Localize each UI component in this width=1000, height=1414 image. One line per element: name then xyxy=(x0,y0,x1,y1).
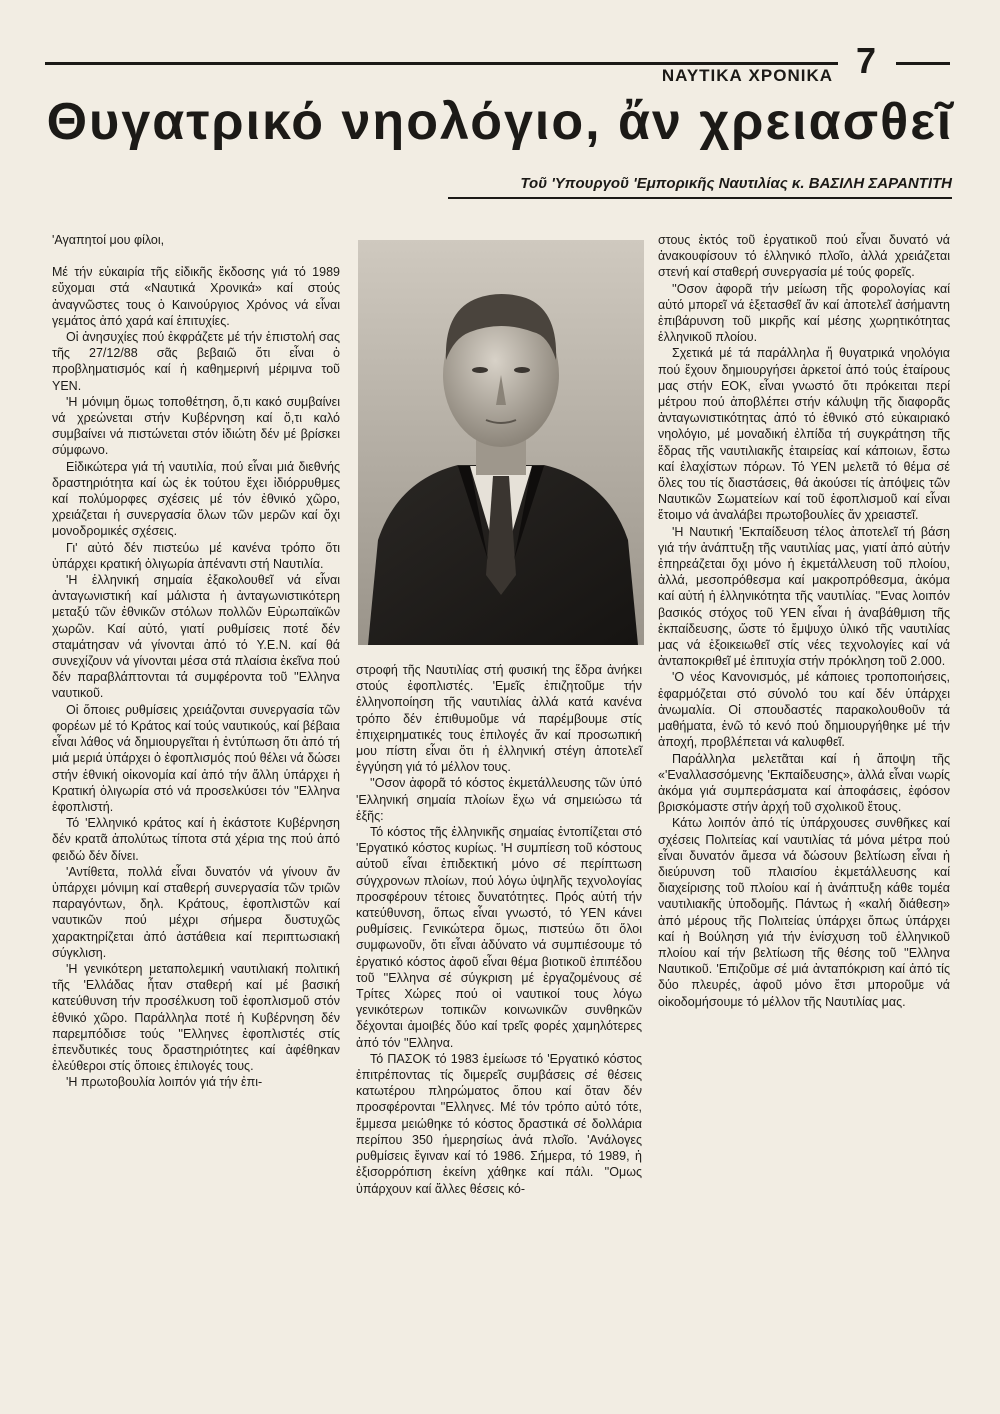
article-column-2 xyxy=(356,662,642,1197)
paragraph: στροφή τῆς Ναυτιλίας στή φυσική της ἕδρα ἀνήκει στούς ἐφοπλιστές. 'Εμεῖς ἐπιζητοῦμε τήν ἑλληνοποίηση τῆς ναυτιλίας ἀλλά κατά κανένα τρόπο δέν ἐπιθυμοῦμε νά παρέμβουμε στίς ἐπιχειρηματικές τους ἐπιλογές ἄν καί προσωπική μου πίστη εἶναι ὅτι ἡ ἑλληνική στέγη ἀποτελεῖ ἐγγύηση γιά τό μέλλον τους. xyxy=(356,663,642,775)
paragraph: Κάτω λοιπόν ἀπό τίς ὑπάρχουσες συνθῆκες καί σχέσεις Πολιτείας καί ναυτιλίας τά μόνα μέτρα πού εἶναι δυνατόν ἄμεσα νά δώσουν βελτίωση εἶναι ἡ διεύρυνση τοῦ πλαισίου ἐκμετάλλευσης καί διαχείρισης τοῦ πλοίου καί ἡ ἀνάπτυξη κάθε τομέα ναυτιλιακῆς ὑποδομῆς. Πάντως ἡ «καλή διάθεση» ἀπό μέρους τῆς Πολιτείας ὑπάρχει ὅπως ὑπάρχει καί ἡ Βούληση γιά τήν ἐνίσχυση τοῦ ἑλληνικοῦ πλοίου καί τήν βελτίωση τῆς θέσης τοῦ ''Ελληνα Ναυτικοῦ. 'Επιζοῦμε σέ μιά ἀνταπόκριση καί ἀπό τίς δύο πλευρές, ἀφοῦ μόνο ἔτσι μποροῦμε νά οἰκοδομήσουμε τό μέλλον τῆς Ναυτιλίας μας. xyxy=(658,816,950,1009)
header-rule-right xyxy=(896,62,950,65)
paragraph: Γι' αὐτό δέν πιστεύω μέ κανένα τρόπο ὅτι ὑπάρχει κρατική ὀλιγωρία ἀπέναντι στή Ναυτιλία. xyxy=(52,540,340,571)
paragraph: ''Οσον ἀφορᾶ τό κόστος ἐκμετάλλευσης τῶν ὑπό 'Ελληνική σημαία πλοίων ἔχω νά σημειώσω τά ἑξῆς: xyxy=(356,776,642,823)
article-title: Θυγατρικό νηολόγιο, ἄν χρειασθεῖ xyxy=(46,93,954,151)
paragraph: 'Αντίθετα, πολλά εἶναι δυνατόν νά γίνουν ἄν ὑπάρχει μόνιμη καί σταθερή συνεργασία τῶν τριῶν παραγόντων, δηλ. Κράτους, ἐφοπλιστῶν καί ναυτικῶν πού μέχρι σήμερα δυστυχῶς χαρακτηρίζεται ἀπό ἀστάθεια καί περιπτωσιακή σύγκλιση. xyxy=(52,864,340,960)
article-column-3 xyxy=(658,232,950,1010)
header-rule xyxy=(45,62,838,65)
paragraph: Σχετικά μέ τά παράλληλα ἤ θυγατρικά νηολόγια πού ἔχουν δημιουργήσει ἀρκετοί ἀπό τούς ἑταίρους μας στήν ΕΟΚ, εἶναι γνωστό ὅτι πρόκειται περί μέτρου πού ἀποβλέπει στήν κάλυψη τῆς διαφορᾶς ἀνταγωνιστικότητας ἀπό τό ἐθνικό στό εὐκαιριακό νηολόγιο, μέ μοναδική ἐλπίδα τή συγκράτηση τῆς ἕδρας τῆς ναυτιλιακῆς ἑταιρείας καί κάποιων, ἔστω καί ἐλαχίστων πόρων. Τό ΥΕΝ μελετᾶ τό θέμα σέ ὅλες του τίς διαστάσεις, θά ἀκούσει τίς ἀπόψεις τῶν Ναυτικῶν Σωματείων καί τοῦ ἐφοπλισμοῦ καί εἶναι ἕτοιμο νά ἀναλάβει πρωτοβουλίες ἄν χρειαστεῖ. xyxy=(658,346,950,523)
article-byline: Τοῦ 'Υπουργοῦ 'Εμπορικῆς Ναυτιλίας κ. ΒΑΣΙΛΗ ΣΑΡΑΝΤΙΤΗ xyxy=(520,175,952,192)
greeting: 'Αγαπητοί μου φίλοι, xyxy=(52,233,165,247)
publication-name: ΝΑΥΤΙΚΑ ΧΡΟΝΙΚΑ xyxy=(661,66,833,85)
page-number: 7 xyxy=(856,40,877,81)
byline-rule xyxy=(448,197,952,199)
portrait-photo-drawing xyxy=(358,240,644,645)
paragraph: 'Η ἑλληνική σημαία ἐξακολουθεῖ νά εἶναι ἀνταγωνιστική καί μάλιστα ἡ ἀνταγωνιστικότερη μεταξύ τῶν ἐθνικῶν στόλων πολλῶν Εὐρωπαϊκῶν χωρῶν. Καί αὐτό, γιατί ρυθμίσεις ποτέ δέν σταμάτησαν νά γίνονται ἀπό τό Υ.Ε.Ν. καί θά συνεχίζουν νά γίνονται μέσα στά πλαίσια ἐκεῖνα πού δέν παραβλάπτονται τά συμφέροντα τοῦ ''Ελληνα ναυτικοῦ. xyxy=(52,573,340,701)
paragraph: Μέ τήν εὐκαιρία τῆς εἰδικῆς ἔκδοσης γιά τό 1989 εὔχομαι στά «Ναυτικά Χρονικά» καί στούς ἀναγνῶστες τους ὁ Καινούργιος Χρόνος νά εἶναι γεμάτος ἀπό χαρά καί ἐπιτυχίες. xyxy=(52,265,340,328)
article-column-1 xyxy=(52,232,340,1091)
paragraph: Εἰδικώτερα γιά τή ναυτιλία, πού εἶναι μιά διεθνής δραστηριότητα καί ὡς ἐκ τούτου ἔχει ἰδιόρρυθμες καί πολύμορφες σχέσεις μέ τόν ἐθνικό χῶρο, χρειάζεται ἡ συνεργασία ὅλων τῶν μερῶν καί ὄχι μονοδρομικές σχέσεις. xyxy=(52,459,340,539)
paragraph: ''Οσον ἀφορᾶ τήν μείωση τῆς φορολογίας καί αὐτό μπορεῖ νά ἐξετασθεῖ ἄν καί ἀποτελεῖ ἀσήμαντη ἐπιβάρυνση τοῦ μικρῆς καί μέσης χωρητικότητας ἑλληνικοῦ πλοίου. xyxy=(658,281,950,345)
paragraph: 'Η Ναυτική 'Εκπαίδευση τέλος ἀποτελεῖ τή βάση γιά τήν ἀνάπτυξη τῆς ναυτιλίας μας, γιατί ἀπό αὐτήν ἐπηρεάζεται ὄχι μόνο ἡ ἐκμετάλλευση τοῦ πλοίου, ἀλλά, μεσοπρόθεσμα καί μακροπρόθεσμα, ἀκόμα καί αὐτή ἡ ἑλληνικότητα τῆς ναυτιλίας. ''Ενας λοιπόν βασικός στόχος τοῦ ΥΕΝ εἶναι ἡ ἀναβάθμιση τῆς ἐκπαίδευσης, ὥστε τό ἔμψυχο ὑλικό τῆς ναυτιλίας μας νά ἐξοικειωθεῖ στίς νέες τεχνολογίες καί νά ἀνταποκριθεῖ μέ ἐπιτυχία στήν πρόκληση τοῦ 2.000. xyxy=(658,524,950,669)
portrait-photo xyxy=(358,240,644,645)
paragraph: Οἱ ὅποιες ρυθμίσεις χρειάζονται συνεργασία τῶν φορέων μέ τό Κράτος καί τούς ναυτικούς, καί βέβαια εἶναι λάθος νά δημιουργεῖται ἡ ἐντύπωση ὅτι ἀπό τή μιά μεριά ὑπάρχει ὁ ἐφοπλισμός πού θέλει νά δώσει στήν ἐθνική οἰκονομία καί ἀπό τήν ἄλλη ὑπάρχει ἡ Κρατική ὀλιγωρία στό νά προσελκύσει τόν ''Ελληνα ἐφοπλιστή. xyxy=(52,702,340,814)
paragraph: Τό κόστος τῆς ἑλληνικῆς σημαίας ἐντοπίζεται στό 'Εργατικό κόστος κυρίως. 'Η συμπίεση τοῦ κόστους αὐτοῦ εἶναι ἐπιδεκτική μόνο σέ περίπτωση σύγχρονων πλοίων, πού λόγω ὑψηλῆς τεχνολογίας προσφέρουν τέτοιες δυνατότητες. Πρός αὐτή τήν κατεύθυνση, ὅπως εἶναι γνωστό, τό ΥΕΝ κάνει ρυθμίσεις. Γενικώτερα ὅμως, πιστεύω ὅτι ὅλοι συμφωνοῦν, ὅτι εἶναι ἀδύνατο νά συμπιέσουμε τό ἐργατικό κόστος ἀφοῦ εἶναι θέμα βιοτικοῦ ἐπιπέδου τοῦ ''Ελληνα σέ σύγκριση μέ ἐργαζομένους σέ Τρίτες Χώρες πού οἱ ναυτικοί τους λόγω γενικότερων τοπικῶν κοινωνικῶν συνθηκῶν δέχονται ἀμοιβές δύο καί τρεῖς φορές χαμηλότερες ἀπό τόν ''Ελληνα. xyxy=(356,825,642,1050)
paragraph: Παράλληλα μελετᾶται καί ἡ ἄποψη τῆς «'Εναλλασσόμενης 'Εκπαίδευσης», ἀλλά εἶναι νωρίς ἀκόμα γιά συμπεράσματα καί ἀποφάσεις, ἐφόσον βρισκόμαστε στήν ἀρχή τοῦ σχολικοῦ ἔτους. xyxy=(658,751,950,815)
paragraph: Οἱ ἀνησυχίες πού ἐκφράζετε μέ τήν ἐπιστολή σας τῆς 27/12/88 σᾶς βεβαιῶ ὅτι εἶναι ὁ προβληματισμός καί ἡ καθημερινή μέριμνα τοῦ ΥΕΝ. xyxy=(52,330,340,393)
paragraph: Τό 'Ελληνικό κράτος καί ἡ ἑκάστοτε Κυβέρνηση δέν κρατᾶ ἀπολύτως τίποτα στά χέρια της πού ἀπό φειδώ δέν δίνει. xyxy=(52,816,340,863)
paragraph: 'Η μόνιμη ὅμως τοποθέτηση, ὅ,τι κακό συμβαίνει νά χρεώνεται στήν Κυβέρνηση καί ὅ,τι καλό συμβαίνει νά πιστώνεται στόν ἰδιώτη δέν μέ βρίσκει σύμφωνο. xyxy=(52,394,340,458)
paragraph: Τό ΠΑΣΟΚ τό 1983 ἐμείωσε τό 'Εργατικό κόστος ἐπιτρέποντας τίς διμερεῖς συμβάσεις σέ θέσεις κατωτέρου πληρώματος ὅπου καί ὅταν δέν προσφέρονται ''Ελληνες. Μέ τόν τρόπο αὐτό τότε, ἔμμεσα μειώθηκε τό κόστος δραστικά σέ δολλάρια περίπου 350 ἡμερησίως ἀνά πλοῖο. 'Ανάλογες ρυθμίσεις ἔγιναν καί τό 1986. Σήμερα, τό 1989, ἡ ἐξισορρόπιση ἐκείνη χάθηκε καί πάλι. ''Ομως ὑπάρχουν καί ἄλλες θέσεις κό- xyxy=(356,1051,642,1196)
paragraph: 'Ο νέος Κανονισμός, μέ κάποιες τροποποιήσεις, ἐφαρμόζεται στό σύνολό του καί δέν ὑπάρχει ἀνωμαλία. Οἱ σπουδαστές παρακολουθοῦν τά μαθήματα, ἐνῶ τό κενό πού δημιουργήθηκε μέ τήν ἀποχή, προβλέπεται νά καλυφθεῖ. xyxy=(658,670,950,750)
paragraph: 'Η πρωτοβουλία λοιπόν γιά τήν ἐπι- xyxy=(66,1075,263,1090)
paragraph: στους ἐκτός τοῦ ἐργατικοῦ πού εἶναι δυνατό νά ἀνακουφίσουν τό ἑλληνικό πλοῖο, ἀλλά χρειάζεται στενή καί σταθερή συνεργασία μέ τούς φορεῖς. xyxy=(658,233,950,280)
paragraph: 'Η γενικότερη μεταπολεμική ναυτιλιακή πολιτική τῆς 'Ελλάδας ἦταν σταθερή καί μέ βασική κατεύθυνση τήν προσέλκυση τοῦ ἐφοπλισμοῦ στόν ἐθνικό χῶρο. Παράλληλα ποτέ ἡ Κυβέρνηση δέν παρεμπόδισε τούς ''Ελληνες ἐφοπλιστές στίς ἐπενδυτικές τους δραστηριότητες καί ἀφέθηκαν ἐλεύθεροι στίς ὅποιες ἐπιλογές τους. xyxy=(52,961,340,1074)
